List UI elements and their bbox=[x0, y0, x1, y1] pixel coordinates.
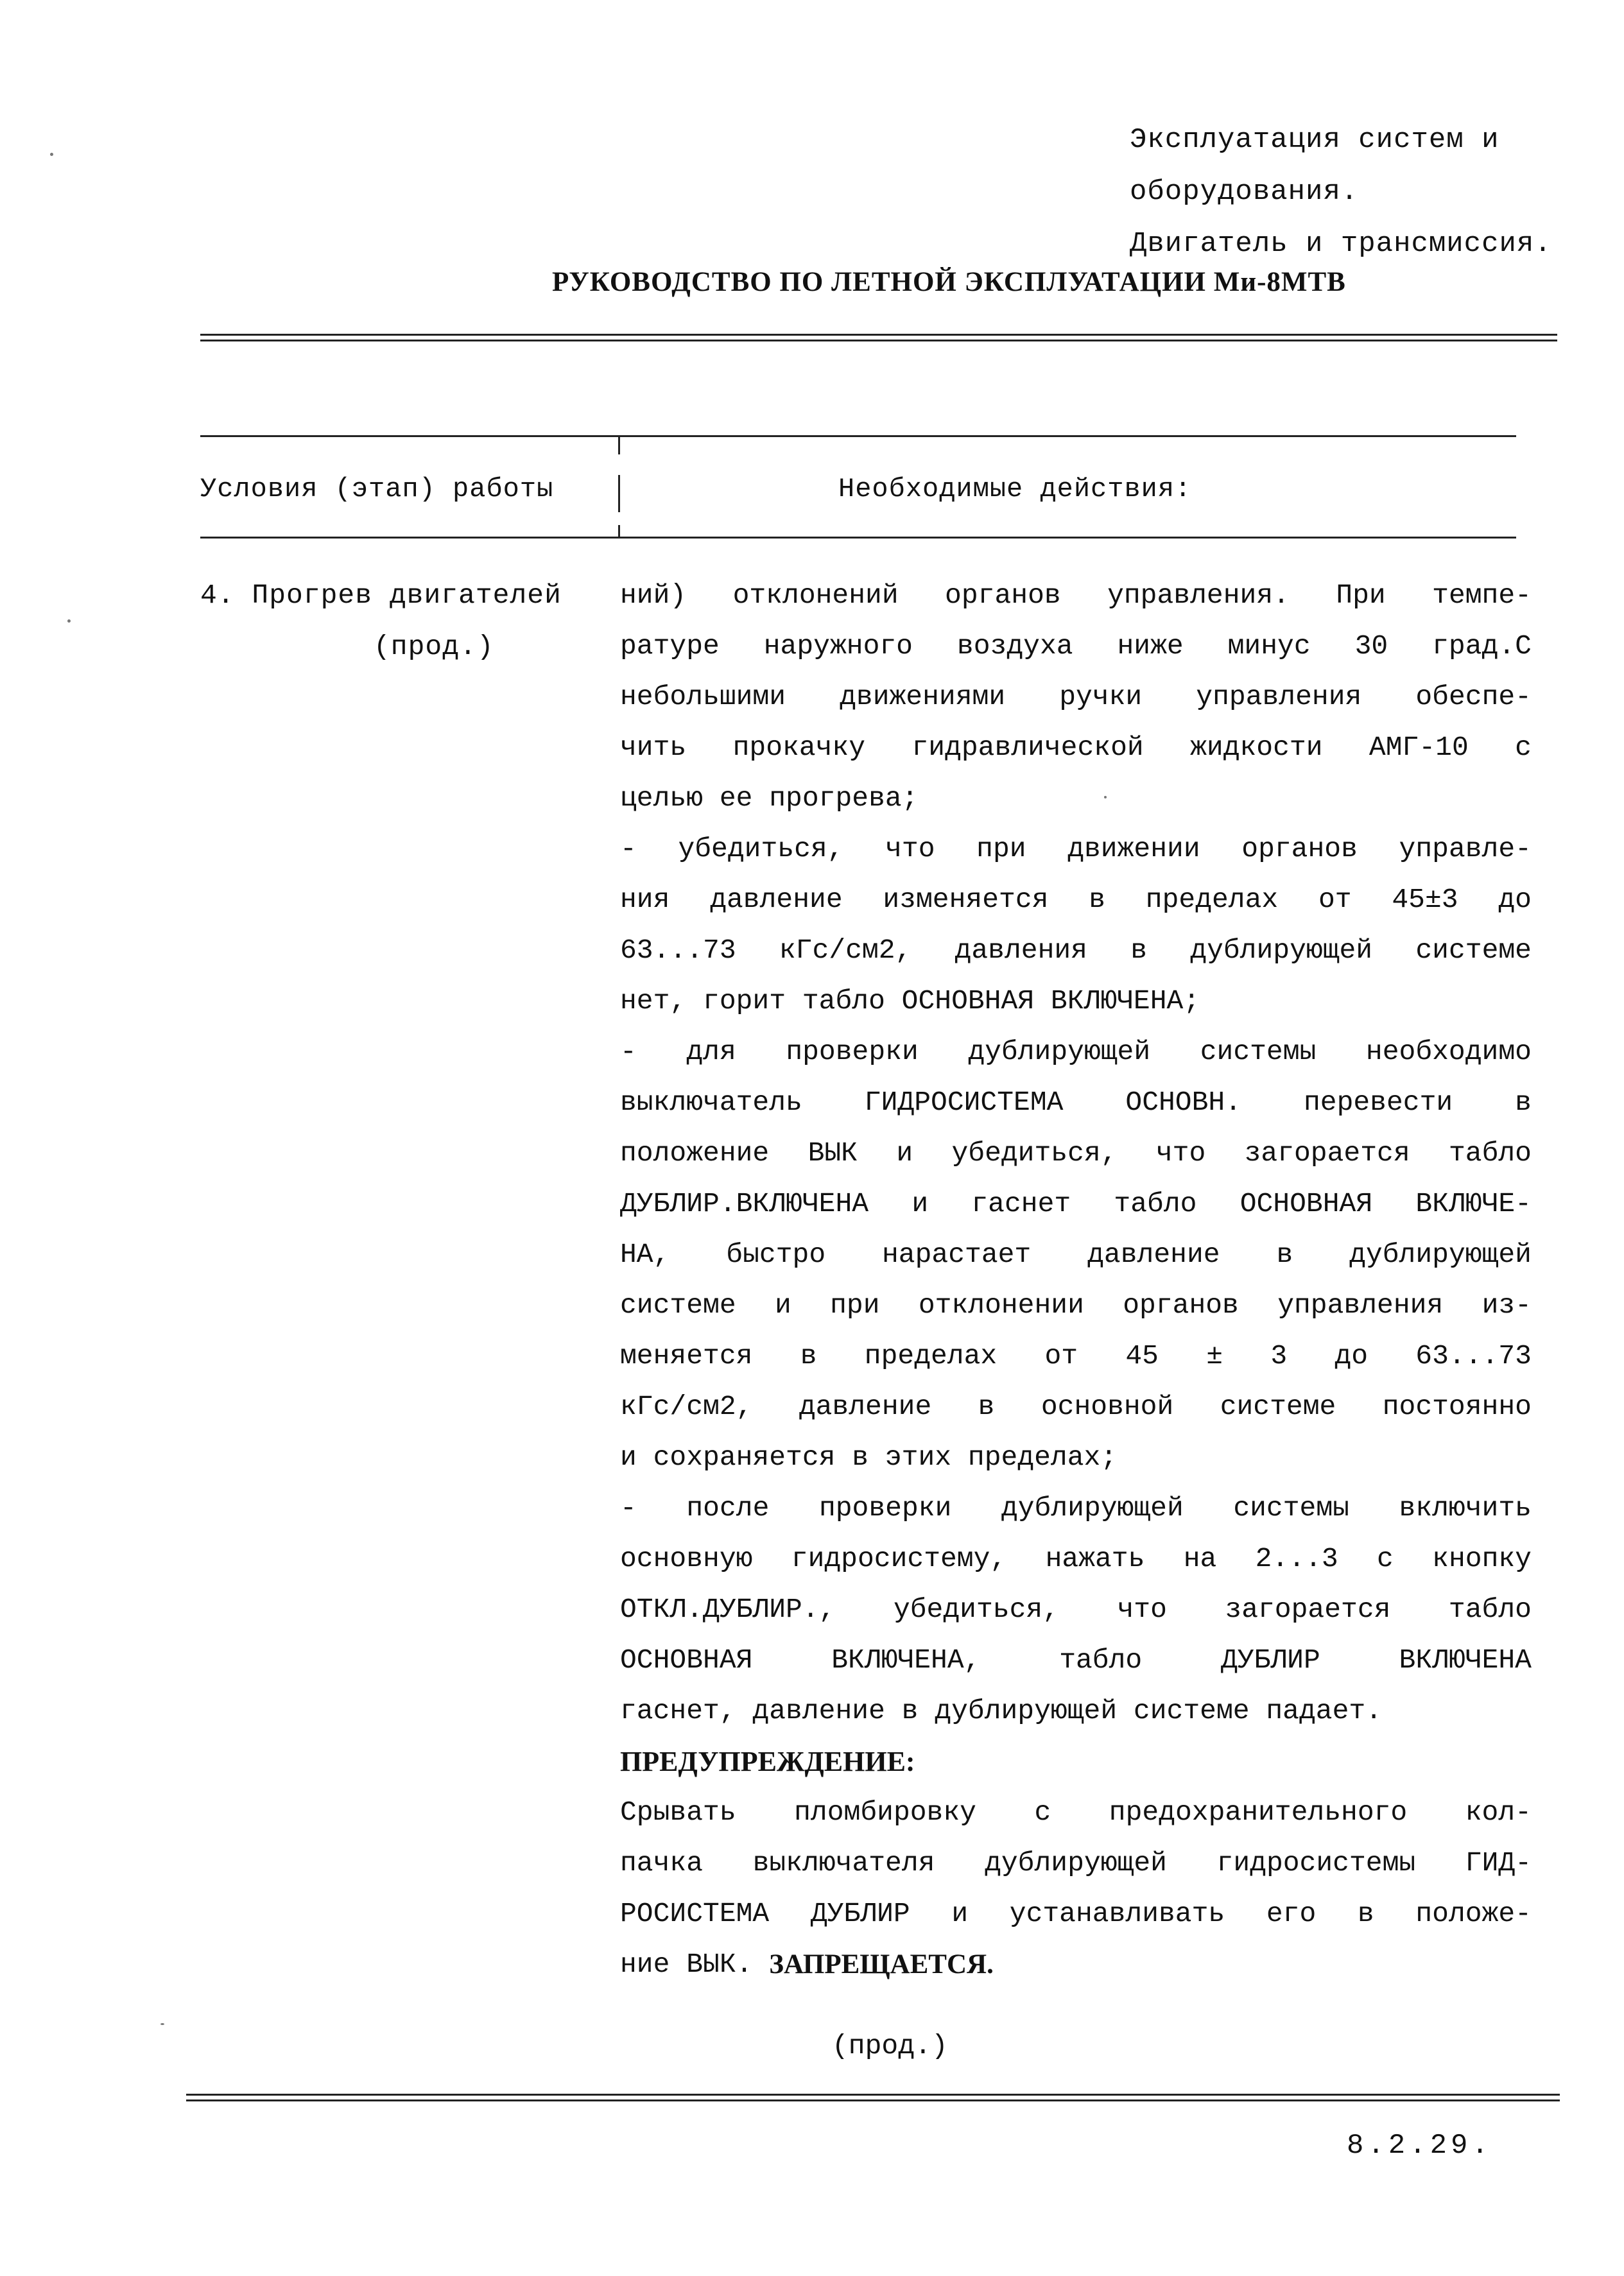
word: положение bbox=[620, 1137, 770, 1169]
word: дублирующей bbox=[1190, 935, 1373, 966]
word: в bbox=[1130, 935, 1148, 966]
word: 45 bbox=[1125, 1340, 1159, 1372]
word: в bbox=[800, 1340, 817, 1372]
word: основной bbox=[1041, 1391, 1174, 1422]
word: постоянно bbox=[1382, 1391, 1532, 1422]
word: управле- bbox=[1399, 833, 1532, 865]
word: для bbox=[686, 1036, 736, 1067]
word: град.С bbox=[1432, 630, 1532, 662]
action-line bbox=[620, 1280, 1532, 1331]
word: необходимо bbox=[1365, 1036, 1532, 1067]
action-line bbox=[620, 621, 1532, 671]
column-header-actions: Необходимые действия: bbox=[838, 474, 1192, 504]
column-header-conditions: Условия (этап) работы bbox=[200, 474, 554, 504]
word: в bbox=[1276, 1239, 1293, 1270]
action-line bbox=[620, 1483, 1532, 1533]
word: чить bbox=[620, 732, 687, 763]
word: Срывать bbox=[620, 1797, 736, 1828]
action-line bbox=[620, 1077, 1532, 1128]
word: убедиться, bbox=[893, 1594, 1059, 1625]
word: прокачку bbox=[732, 732, 866, 763]
word: ДУБЛИР bbox=[810, 1898, 910, 1929]
table-column-tick-bottom bbox=[618, 525, 620, 537]
word: табло bbox=[1059, 1644, 1143, 1676]
word: управления bbox=[1196, 681, 1362, 712]
word: убедиться, bbox=[951, 1137, 1118, 1169]
word: давление bbox=[710, 884, 843, 915]
table-header-bottom-rule bbox=[200, 537, 1516, 539]
word: выключатель bbox=[620, 1087, 802, 1118]
word: отклонений bbox=[732, 580, 899, 611]
word: пределах bbox=[1145, 884, 1279, 915]
word: в bbox=[1089, 884, 1106, 915]
action-line: и сохраняется в этих пределах; bbox=[620, 1442, 1118, 1473]
header-divider bbox=[200, 334, 1557, 341]
word: гидравлической bbox=[911, 732, 1144, 763]
warning-line bbox=[620, 1838, 1532, 1888]
action-line bbox=[620, 874, 1532, 925]
action-line bbox=[620, 1229, 1532, 1280]
word: что bbox=[885, 833, 935, 865]
word: отклонении bbox=[918, 1289, 1084, 1321]
word: ВКЛЮЧЕНА bbox=[1399, 1644, 1532, 1676]
word: гаснет bbox=[971, 1188, 1071, 1220]
word: с bbox=[1377, 1543, 1394, 1574]
word: ВКЛЮЧЕНА, bbox=[831, 1644, 981, 1676]
word: что bbox=[1155, 1137, 1206, 1169]
word: давление bbox=[1087, 1239, 1220, 1270]
word: темпе- bbox=[1432, 580, 1532, 611]
action-line bbox=[620, 1331, 1532, 1381]
section-line-3: Двигатель и трансмиссия. bbox=[1130, 228, 1552, 260]
section-line-2: оборудования. bbox=[1130, 176, 1359, 208]
action-line bbox=[620, 1026, 1532, 1077]
action-line bbox=[620, 1635, 1532, 1685]
word: устанавливать bbox=[1009, 1898, 1225, 1929]
row-actions bbox=[620, 570, 1532, 1990]
word: небольшими bbox=[620, 681, 786, 712]
word: ± bbox=[1206, 1340, 1223, 1372]
word: с bbox=[1034, 1797, 1051, 1828]
word: кГс/см2, bbox=[620, 1391, 753, 1422]
word: до bbox=[1498, 884, 1532, 915]
word: движениями bbox=[840, 681, 1006, 712]
word: табло bbox=[1448, 1137, 1532, 1169]
word: воздуха bbox=[956, 630, 1073, 662]
word: движении bbox=[1067, 833, 1200, 865]
word: кГс/см2, bbox=[779, 935, 912, 966]
word: кол- bbox=[1465, 1797, 1532, 1828]
word: нажать bbox=[1045, 1543, 1145, 1574]
word: и bbox=[951, 1898, 969, 1929]
word: ГИД- bbox=[1465, 1847, 1532, 1879]
word: давление bbox=[799, 1391, 932, 1422]
word: управления. bbox=[1107, 580, 1290, 611]
word: изменяется bbox=[883, 884, 1049, 915]
word: после bbox=[686, 1492, 770, 1524]
action-line bbox=[620, 1128, 1532, 1178]
word: НА, bbox=[620, 1239, 670, 1270]
word: 63...73 bbox=[620, 935, 736, 966]
action-line bbox=[620, 722, 1532, 773]
word: загорается bbox=[1225, 1594, 1391, 1625]
word: на bbox=[1183, 1543, 1217, 1574]
action-line bbox=[620, 823, 1532, 874]
word: При bbox=[1336, 580, 1386, 611]
word: органов bbox=[1123, 1289, 1239, 1321]
word: - bbox=[620, 1492, 637, 1524]
word: жидкости bbox=[1190, 732, 1323, 763]
word: минус bbox=[1227, 630, 1311, 662]
word: дублирующей bbox=[1001, 1492, 1184, 1524]
document-title: РУКОВОДСТВО ПО ЛЕТНОЙ ЭКСПЛУАТАЦИИ Ми-8МТВ bbox=[552, 267, 1346, 297]
word: ОСНОВНАЯ bbox=[620, 1644, 753, 1676]
word: табло bbox=[1114, 1188, 1197, 1220]
word: пломбировку bbox=[794, 1797, 976, 1828]
word: включить bbox=[1399, 1492, 1532, 1524]
word: загорается bbox=[1244, 1137, 1410, 1169]
section-line-1: Эксплуатация систем и bbox=[1130, 124, 1499, 156]
action-line bbox=[620, 925, 1532, 976]
word: дублирующей bbox=[985, 1847, 1167, 1879]
word: - bbox=[620, 833, 637, 865]
row-condition-line-2: (прод.) bbox=[374, 631, 494, 662]
section-heading bbox=[1130, 114, 1552, 270]
word: проверки bbox=[786, 1036, 919, 1067]
word: системы bbox=[1233, 1492, 1349, 1524]
action-line bbox=[620, 1533, 1532, 1584]
word: при bbox=[976, 833, 1026, 865]
word: пределах bbox=[864, 1340, 998, 1372]
word: предохранительного bbox=[1109, 1797, 1408, 1828]
word: органов bbox=[945, 580, 1061, 611]
word: 2...3 bbox=[1255, 1543, 1338, 1574]
word: гидросистемы bbox=[1216, 1847, 1416, 1879]
action-line bbox=[620, 570, 1532, 621]
word: выключателя bbox=[752, 1847, 935, 1879]
warning-line bbox=[620, 1888, 1532, 1939]
word: давления bbox=[955, 935, 1087, 966]
word: быстро bbox=[726, 1239, 826, 1270]
continued-label: (прод.) bbox=[832, 2030, 948, 2062]
word: ВКЛЮЧЕ- bbox=[1415, 1188, 1532, 1220]
word: его bbox=[1266, 1898, 1317, 1929]
table-column-divider bbox=[618, 475, 620, 512]
word: 45±3 bbox=[1392, 884, 1458, 915]
word: АМГ-10 bbox=[1369, 732, 1469, 763]
word: наружного bbox=[763, 630, 913, 662]
word: гидросистему, bbox=[791, 1543, 1007, 1574]
word: ний) bbox=[620, 580, 687, 611]
word: нарастает bbox=[882, 1239, 1032, 1270]
action-line bbox=[620, 1381, 1532, 1432]
word: перевести bbox=[1303, 1087, 1453, 1118]
word: системы bbox=[1200, 1036, 1317, 1067]
table-column-tick-top bbox=[618, 436, 620, 454]
warning-heading: ПРЕДУПРЕЖДЕНИЕ: bbox=[620, 1746, 915, 1777]
word: ратуре bbox=[620, 630, 720, 662]
word: - bbox=[620, 1036, 637, 1067]
word: системе bbox=[620, 1289, 736, 1321]
footer-divider bbox=[186, 2094, 1560, 2101]
action-line bbox=[620, 1584, 1532, 1635]
word: в bbox=[1357, 1898, 1374, 1929]
warning-prohibited: ЗАПРЕЩАЕТСЯ. bbox=[769, 1949, 994, 1979]
word: в bbox=[1515, 1087, 1532, 1118]
action-line bbox=[620, 1178, 1532, 1229]
word: ния bbox=[620, 884, 670, 915]
action-line: нет, горит табло ОСНОВНАЯ ВКЛЮЧЕНА; bbox=[620, 985, 1200, 1017]
word: дублирующей bbox=[968, 1036, 1151, 1067]
action-line bbox=[620, 671, 1532, 722]
word: от bbox=[1318, 884, 1352, 915]
word: до bbox=[1335, 1340, 1368, 1372]
word: убедиться, bbox=[678, 833, 844, 865]
word: основную bbox=[620, 1543, 753, 1574]
action-line: гаснет, давление в дублирующей системе падает. bbox=[620, 1695, 1382, 1727]
word: ВЫК bbox=[808, 1137, 858, 1169]
word: с bbox=[1515, 732, 1532, 763]
word: ниже bbox=[1117, 630, 1184, 662]
word: ОТКЛ.ДУБЛИР., bbox=[620, 1594, 836, 1625]
word: в bbox=[978, 1391, 995, 1422]
word: из- bbox=[1481, 1289, 1532, 1321]
word: ДУБЛИР.ВКЛЮЧЕНА bbox=[620, 1188, 869, 1220]
warning-last-line bbox=[620, 1939, 1532, 1990]
word: системе bbox=[1415, 935, 1532, 966]
word: ОСНОВНАЯ bbox=[1240, 1188, 1373, 1220]
word: табло bbox=[1448, 1594, 1532, 1625]
word: кнопку bbox=[1432, 1543, 1532, 1574]
page-number: 8.2.29. bbox=[1347, 2130, 1492, 2162]
word: и bbox=[911, 1188, 929, 1220]
word: ручки bbox=[1059, 681, 1143, 712]
word: от bbox=[1044, 1340, 1078, 1372]
word: 3 bbox=[1270, 1340, 1288, 1372]
word: дублирующей bbox=[1349, 1239, 1532, 1270]
word: РОСИСТЕМА bbox=[620, 1898, 770, 1929]
word: ДУБЛИР bbox=[1220, 1644, 1320, 1676]
word: обеспе- bbox=[1415, 681, 1532, 712]
word: и bbox=[774, 1289, 791, 1321]
word: ОСНОВН. bbox=[1125, 1087, 1242, 1118]
word: ГИДРОСИСТЕМА bbox=[864, 1087, 1064, 1118]
word: и bbox=[896, 1137, 913, 1169]
word: системе bbox=[1220, 1391, 1336, 1422]
word: пачка bbox=[620, 1847, 704, 1879]
word: проверки bbox=[818, 1492, 952, 1524]
word: 30 bbox=[1354, 630, 1388, 662]
row-condition-line-1: 4. Прогрев двигателей bbox=[200, 580, 562, 611]
action-line: целью ее прогрева; bbox=[620, 782, 919, 814]
word: при bbox=[830, 1289, 880, 1321]
word: что bbox=[1117, 1594, 1167, 1625]
word: органов bbox=[1241, 833, 1358, 865]
table-top-rule bbox=[200, 435, 1516, 437]
word: меняется bbox=[620, 1340, 753, 1372]
word: положе- bbox=[1415, 1898, 1532, 1929]
word: 63...73 bbox=[1415, 1340, 1532, 1372]
row-condition bbox=[200, 570, 562, 673]
word: управления bbox=[1277, 1289, 1444, 1321]
warning-last-prefix: ние ВЫК. bbox=[620, 1949, 753, 1980]
warning-line bbox=[620, 1787, 1532, 1838]
